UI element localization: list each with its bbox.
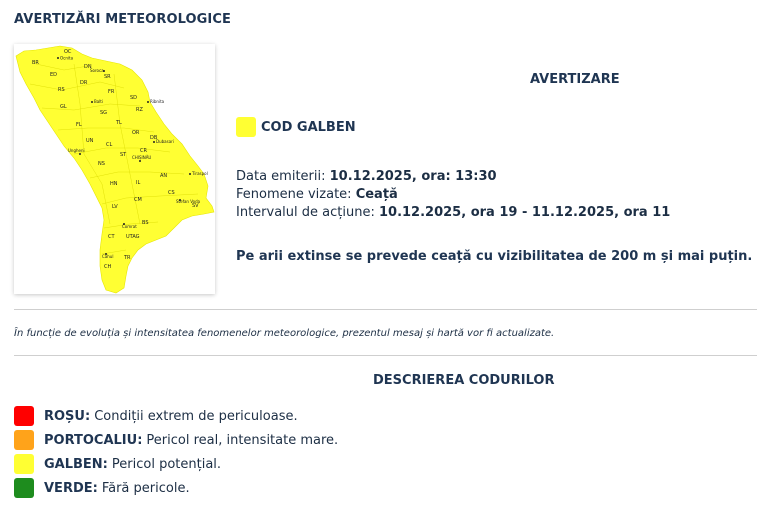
legend-item-red [14,404,338,428]
interval-value: 10.12.2025, ora 19 - 11.12.2025, ora 11 [378,205,671,220]
city-label: Ungheni [68,148,85,153]
region-label: OC [64,49,72,55]
region-label: SG [100,110,108,116]
warning-code-label: COD GALBEN [261,119,356,135]
region-label: LV [112,204,118,210]
region-label: AN [160,173,168,179]
city-label: Balti [94,99,103,104]
city-label: Stefan Voda [176,199,201,204]
red-code-swatch [14,406,34,426]
legend-code-desc: Condiții extrem de periculoase. [94,408,298,424]
legend-code-name: PORTOCALIU: [44,432,143,448]
region-label: TR [124,255,131,261]
interval-label: Intervalul de acțiune: [236,205,375,220]
legend-code-name: GALBEN: [44,456,108,472]
city-label: CHIȘINĂU [132,155,152,160]
warning-code [236,117,356,137]
region-label: CM [134,197,142,203]
forecast-text: Pe arii extinse se prevede ceață cu vizibilitatea de 200 m și mai puțin. [236,249,753,264]
region-label: CR [140,148,147,154]
city-label: Comrat [122,224,137,229]
green-code-swatch [14,478,34,498]
issue-date-value: 10.12.2025, ora: 13:30 [329,169,497,184]
region-label: SD [130,95,138,101]
interval-row [236,204,670,222]
divider [14,309,757,310]
city-label: Cahul [102,254,114,259]
issue-date-label: Data emiterii: [236,169,326,184]
region-label: BR [32,60,39,66]
legend-code-desc: Pericol real, intensitate mare. [146,432,339,448]
phenomena-value: Ceață [355,187,398,202]
legend-code-name: VERDE: [44,480,98,496]
region-label: CH [104,264,112,270]
region-label: CS [168,190,175,196]
legend-code-name: ROȘU: [44,408,91,424]
legend-code-desc: Pericol potențial. [111,456,222,472]
region-label: BS [142,220,149,226]
region-label: RZ [136,107,143,113]
region-label: OR [132,130,140,136]
city-label: Ocnita [60,55,74,61]
region-label: UN [86,138,94,144]
page-title: AVERTIZĂRI METEOROLOGICE [14,12,231,27]
region-label: CT [108,234,115,240]
legend-item-orange [14,428,338,452]
city-label: Ribnita [150,99,165,104]
orange-code-swatch [14,430,34,450]
phenomena-label: Fenomene vizate: [236,187,352,202]
region-label: UTAG [126,234,140,240]
region-label: SV [192,203,199,209]
region-label: ST [120,152,127,158]
codes-heading: DESCRIEREA CODURILOR [373,373,555,388]
city-label: Tiraspol [192,171,208,176]
legend-item-green [14,476,338,500]
region-label: HN [110,181,118,187]
region-label: TL [116,120,122,126]
update-note: În funcție de evoluția și intensitatea fenomenelor meteorologice, prezentul mesaj și hartă vor fi actualizate. [14,328,555,339]
region-label: DR [80,80,88,86]
region-label: RS [58,87,65,93]
legend-item-yellow [14,452,338,476]
yellow-code-swatch [236,117,256,137]
region-label: DN [84,64,92,70]
codes-legend [14,404,338,500]
region-label: SR [104,74,111,80]
phenomena-row [236,186,670,204]
region-label: CL [106,142,113,148]
warning-details [236,168,670,222]
region-label: GL [60,104,67,110]
moldova-map-icon [14,44,215,294]
city-label: Soroca [90,68,104,73]
yellow-code-swatch [14,454,34,474]
legend-code-desc: Fără pericole. [101,480,190,496]
issue-date-row [236,168,670,186]
warning-map [14,44,215,294]
region-label: IL [136,180,141,186]
region-label: DB [150,135,158,141]
city-label: Dubasari [156,139,174,144]
warning-heading: AVERTIZARE [530,72,620,87]
region-label: ED [50,72,58,78]
divider [14,355,757,356]
region-label: NS [98,161,105,167]
region-label: FR [108,89,115,95]
region-label: FL [76,122,82,128]
